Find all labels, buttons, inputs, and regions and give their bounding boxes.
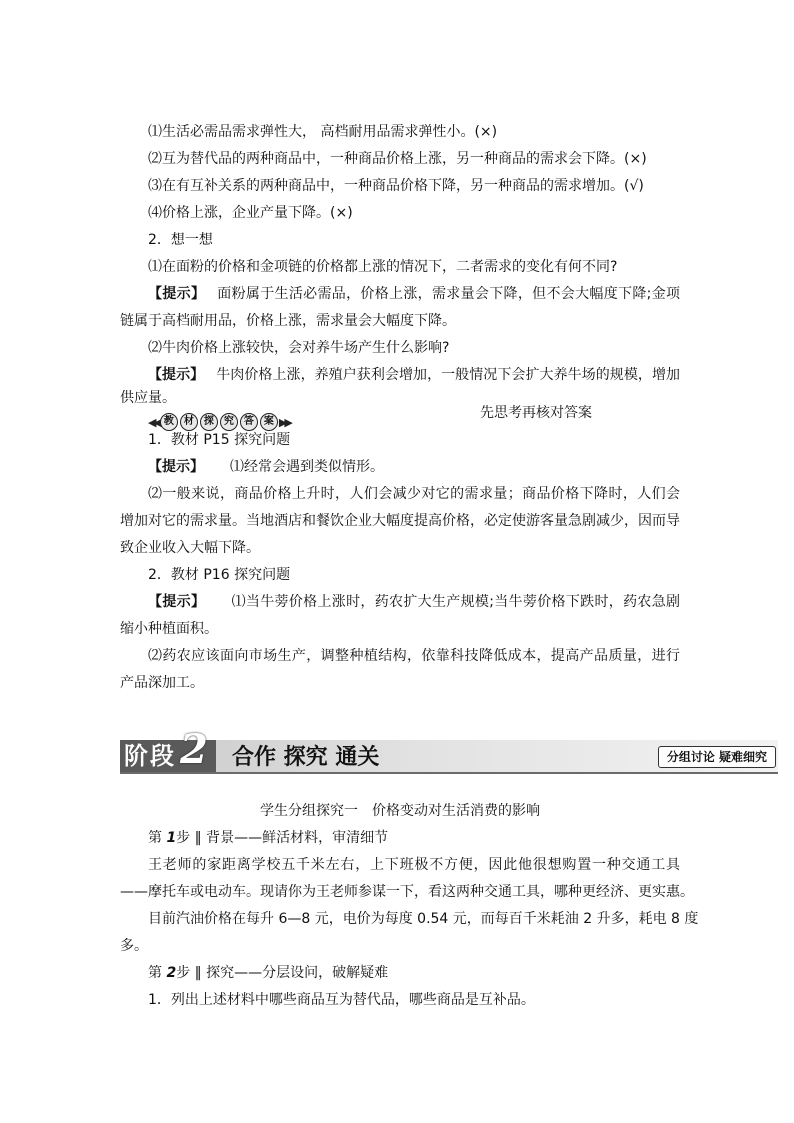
hint-text-continued: 链属于高档耐用品，价格上涨，需求量会大幅度下降。 [120,313,456,329]
hint-paragraph-4 [148,589,680,616]
answer-text-continued: 产品深加工。 [120,675,204,691]
judgment-item-4: ⑷价格上涨，企业产量下降。(×) [148,205,353,221]
step-2-heading: 第 2步 ‖ 探究——分层设问，破解疑难 [148,965,389,981]
material-paragraph-continued: ——摩托车或电动车。现请你为王老师参谋一下，看这两种交通工具，哪种更经济、更实惠。 [120,884,694,900]
textbook-p15-heading: 1．教材 P15 探究问题 [148,432,291,448]
judgment-item-2: ⑵互为替代品的两种商品中，一种商品价格上涨，另一种商品的需求会下降。(×) [148,151,647,167]
hint-paragraph-3 [148,454,680,481]
hint-label: 【提示】 [148,594,206,610]
judgment-item-1: ⑴生活必需品需求弹性大， 高档耐用品需求弹性小。(×) [148,124,498,140]
stage-text: 阶段 [124,742,176,770]
think-question-1: ⑴在面粉的价格和金项链的价格都上涨的情况下，二者需求的变化有何不同? [148,259,618,275]
hint-text: ⑴经常会遇到类似情形。 [230,459,384,475]
label-char: 究 [220,413,238,431]
material-paragraph-2: 目前汽油价格在每升 6—8 元，电价为每度 0.54 元，而每百千米耗油 2 升多，耗电 8 度 [148,911,699,927]
label-char: 答 [240,413,258,431]
hint-text: ⑴当牛蒡价格上涨时，药农扩大生产规模;当牛蒡价格下跌时，药农急剧 [231,594,681,610]
material-paragraph-2-continued: 多。 [120,938,148,954]
answer-text: ⑵药农应该面向市场生产，调整种植结构，依靠科技降低成本，提高产品质量，进行 [148,648,680,664]
double-left-arrow-icon: ◀◀ [148,415,159,429]
group-inquiry-heading: 学生分组探究一 价格变动对生活消费的影响 [260,803,540,819]
label-char: 材 [180,413,198,431]
stage-number: 2 [180,726,210,773]
think-question-2: ⑵牛肉价格上涨较快，会对养牛场产生什么影响? [148,340,450,356]
step-number: 1 [166,830,177,846]
answer-text: ⑵一般来说，商品价格上升时，人们会减少对它的需求量；商品价格下降时，人们会 [148,486,680,502]
think-heading: 2．想一想 [148,232,213,248]
answer-text-continued: 增加对它的需求量。当地酒店和餐饮企业大幅度提高价格，必定使游客量急剧减少，因而导 [120,513,680,529]
textbook-p16-heading: 2．教材 P16 探究问题 [148,567,291,583]
step-1-heading: 第 1步 ‖ 背景——鲜活材料，审清细节 [148,830,389,846]
hint-text-continued: 缩小种植面积。 [120,621,218,637]
hint-text: 牛肉价格上涨，养殖户获利会增加，一般情况下会扩大养牛场的规模，增加 [216,367,681,383]
answer-text-continued: 致企业收入大幅下降。 [120,540,260,556]
stage-label [120,726,216,773]
material-paragraph: 王老师的家距离学校五千米左右，上下班极不方便，因此他很想购置一种交通工具 [148,857,680,873]
banner-title: 合作 探究 通关 [232,744,380,770]
hint-text-continued: 供应量。 [120,390,176,406]
hint-label: 【提示】 [148,367,205,383]
hint-text: 面粉属于生活必需品，价格上涨，需求量会下降，但不会大幅度下降;金项 [217,286,681,302]
hint-label: 【提示】 [148,286,206,302]
double-right-arrow-icon: ▶▶ [278,415,290,429]
hint-paragraph-1 [148,281,680,308]
label-char: 教 [160,413,178,431]
think-first-note: 先思考再核对答案 [480,405,592,421]
banner-tag: 分组讨论 疑难细究 [658,746,776,768]
step-number: 2 [166,965,177,981]
judgment-item-3: ⑶在有互补关系的两种商品中，一种商品价格下降，另一种商品的需求增加。(√) [148,178,644,194]
inquiry-question-1: 1．列出上述材料中哪些商品互为替代品，哪些商品是互补品。 [148,992,535,1008]
section-banner [120,726,778,774]
label-char: 探 [200,413,218,431]
label-char: 案 [260,413,278,431]
hint-label: 【提示】 [148,459,204,475]
